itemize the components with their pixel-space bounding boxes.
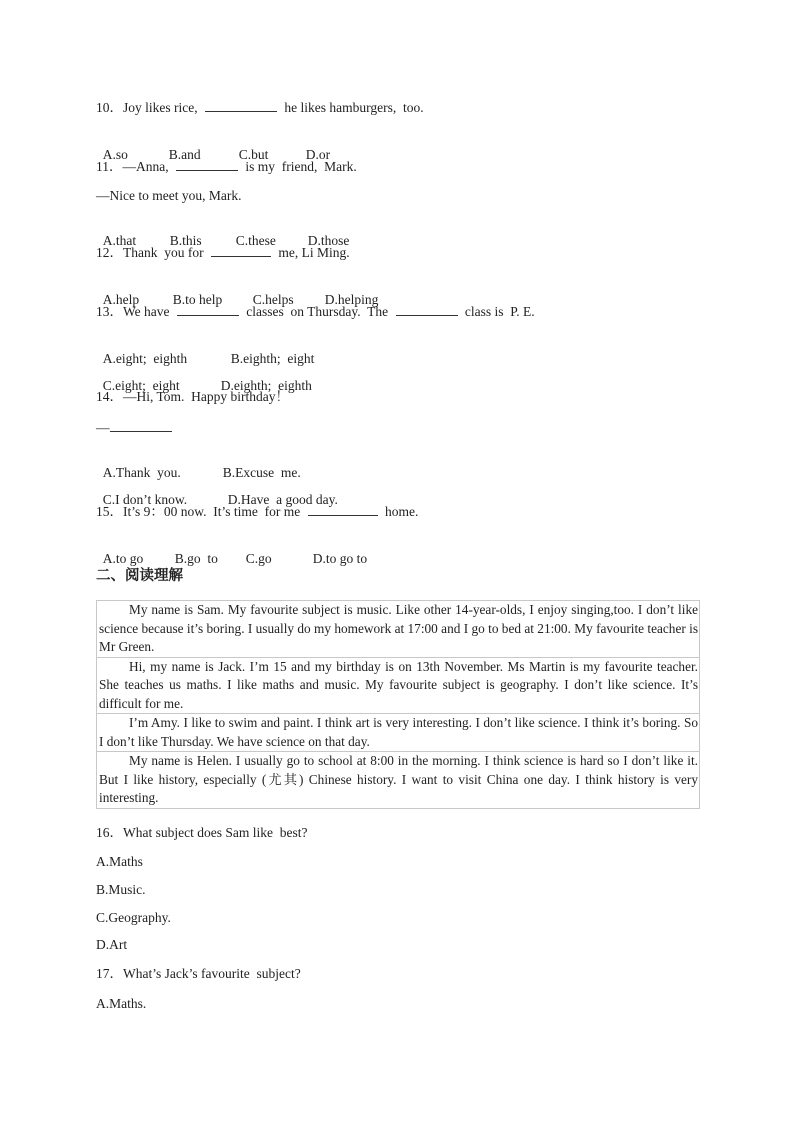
question-16-prompt: 16．What subject does Sam like best? bbox=[96, 825, 308, 840]
option-d: D.to go to bbox=[312, 551, 368, 566]
answer-blank bbox=[211, 243, 271, 257]
question-11-prompt: 11．—Anna, is my friend, Mark. bbox=[96, 159, 357, 174]
answer-blank bbox=[177, 302, 239, 316]
option-d: D.helping bbox=[324, 292, 379, 307]
passages-table bbox=[96, 600, 700, 809]
option-d: D.those bbox=[307, 233, 350, 248]
answer-blank bbox=[396, 302, 458, 316]
question-16-option-b: B.Music. bbox=[96, 882, 146, 897]
option-a: A.Thank you. bbox=[102, 465, 181, 480]
option-d: D.or bbox=[305, 147, 331, 162]
option-b: B.eighth; eight bbox=[230, 351, 315, 366]
option-a: A.eight; eighth bbox=[102, 351, 188, 366]
option-c: C.go bbox=[245, 551, 272, 566]
question-13-prompt: 13．We have classes on Thursday. The class is P. E. bbox=[96, 304, 535, 319]
question-16-option-d: D.Art bbox=[96, 937, 128, 952]
answer-blank bbox=[205, 98, 277, 112]
answer-blank bbox=[308, 502, 378, 516]
question-12-prompt: 12．Thank you for me, Li Ming. bbox=[96, 245, 350, 260]
section-title: 二、阅读理解 bbox=[96, 568, 183, 584]
question-17-option-a: A.Maths. bbox=[96, 996, 147, 1011]
option-b: B.Excuse me. bbox=[222, 465, 301, 480]
question-14-prompt: 14．—Hi, Tom. Happy birthday！ bbox=[96, 389, 290, 404]
passage-row bbox=[97, 657, 700, 714]
option-c: C.helps bbox=[252, 292, 294, 307]
option-a: A.help bbox=[102, 292, 140, 307]
question-11-reply: —Nice to meet you, Mark. bbox=[96, 188, 242, 203]
option-d: D.eighth; eighth bbox=[220, 378, 312, 393]
question-14-reply: — bbox=[96, 418, 176, 437]
passage-row bbox=[97, 714, 700, 752]
answer-blank bbox=[110, 418, 172, 432]
option-d: D.Have a good day. bbox=[227, 492, 338, 507]
option-a: A.so bbox=[102, 147, 128, 162]
option-b: B.to help bbox=[172, 292, 223, 307]
option-c: C.but bbox=[238, 147, 269, 162]
option-c: C.these bbox=[235, 233, 276, 248]
passage-jack: Hi, my name is Jack. I’m 15 and my birthday is on 13th November. Ms Martin is my favourite teacher. She teaches us maths. I like maths and music. My favourite subject is geography. I don’t like science. It’s difficult for me. bbox=[97, 657, 700, 714]
passage-row bbox=[97, 752, 700, 809]
answer-blank bbox=[176, 157, 238, 171]
question-15-prompt: 15．It’s 9：00 now. It’s time for me home. bbox=[96, 504, 419, 519]
passage-row bbox=[97, 601, 700, 658]
question-10-prompt: 10．Joy likes rice, he likes hamburgers, too. bbox=[96, 100, 424, 115]
option-b: B.go to bbox=[174, 551, 218, 566]
passage-helen: My name is Helen. I usually go to school at 8:00 in the morning. I think science is hard so I don’t like it. But I like history, especially (尤其) Chinese history. I want to visit China one day. I think history is very interesting. bbox=[97, 752, 700, 809]
question-16-option-c: C.Geography. bbox=[96, 910, 171, 925]
question-15-options bbox=[96, 532, 367, 568]
option-b: B.and bbox=[168, 147, 201, 162]
question-16-option-a: A.Maths bbox=[96, 854, 143, 869]
passage-sam: My name is Sam. My favourite subject is music. Like other 14-year-olds, I enjoy singing,too. I don’t like science because it’s boring. I usually do my homework at 17:00 and I go to bed at 21:00. My favourite teacher is Mr Green. bbox=[97, 601, 700, 658]
option-c: C.I don’t know. bbox=[102, 492, 188, 507]
option-a: A.to go bbox=[102, 551, 144, 566]
passage-amy: I’m Amy. I like to swim and paint. I think art is very interesting. I don’t like science. I think it’s boring. So I don’t like Thursday. We have science on that day. bbox=[97, 714, 700, 752]
option-c: C.eight; eight bbox=[102, 378, 180, 393]
option-a: A.that bbox=[102, 233, 137, 248]
option-b: B.this bbox=[169, 233, 202, 248]
question-17-prompt: 17．What’s Jack’s favourite subject? bbox=[96, 966, 301, 981]
